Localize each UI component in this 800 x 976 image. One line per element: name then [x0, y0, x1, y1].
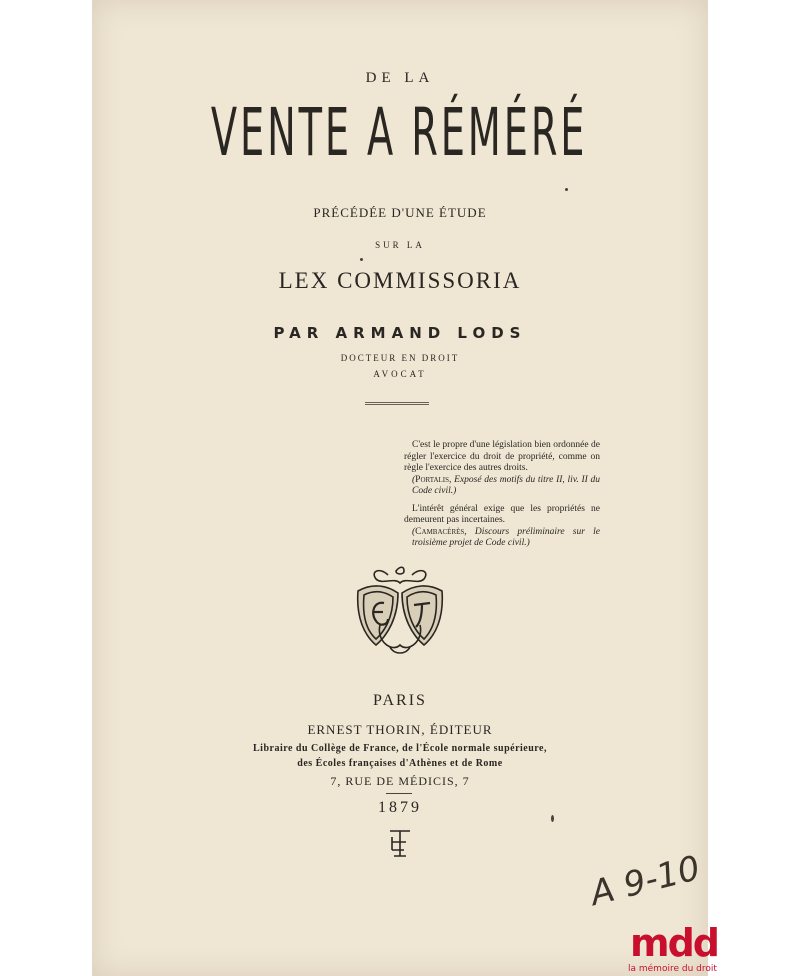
ink-speck: [360, 258, 363, 261]
subtitle-connector: SUR LA: [375, 240, 425, 250]
epigraph-quote-1: C'est le propre d'une législation bien ordonnée de régler l'exercice du droit de propriété, comme on règle l'exercice des autres droits.: [404, 440, 600, 473]
title-prefix: DE LA: [365, 70, 435, 86]
epigraph-source-2-work: Discours préliminaire sur le troisième projet de Code civil.): [412, 526, 600, 548]
publication-city: PARIS: [373, 692, 427, 709]
publisher-name: ERNEST THORIN, ÉDITEUR: [307, 722, 493, 737]
logo-tagline: la mémoire du droit: [628, 964, 717, 974]
author-profession: AVOCAT: [373, 369, 427, 379]
epigraph-source-1-work: Exposé des motifs du titre II, liv. II du Code civil.): [412, 474, 600, 496]
epigraph-source-2: (Cambacérès, Discours préliminaire sur le troisième projet de Code civil.): [412, 526, 600, 548]
printer-monogram-icon: [386, 826, 414, 860]
publication-year: 1879: [378, 799, 422, 816]
ink-speck: [565, 188, 568, 191]
author-name: PAR ARMAND LODS: [273, 324, 527, 342]
epigraph-quote-2: L'intérêt général exige que les propriétés ne demeurent pas incertaines.: [404, 503, 600, 525]
title-divider: [365, 402, 429, 405]
year-divider: [386, 793, 412, 794]
epigraph-source-1-author: Portalis,: [415, 474, 452, 485]
logo-mark: mdd: [630, 921, 718, 965]
ink-speck: [551, 815, 554, 822]
handwritten-shelfmark: [586, 834, 705, 914]
main-title: VENTE A RÉMÉRÉ: [210, 94, 588, 171]
publisher-affiliation-line-1: Libraire du Collège de France, de l'École normale supérieure,: [253, 743, 547, 754]
epigraph: [404, 440, 600, 550]
shelfmark-text: A 9-10: [586, 848, 705, 914]
epigraph-source-2-author: Cambacérès,: [415, 526, 467, 537]
secondary-title: LEX COMMISSORIA: [278, 268, 522, 293]
epigraph-source-1: (Portalis, Exposé des motifs du titre II, liv. II du Code civil.): [412, 474, 600, 496]
author-degree: DOCTEUR EN DROIT: [340, 353, 460, 363]
subtitle: PRÉCÉDÉE D'UNE ÉTUDE: [313, 205, 487, 220]
mdd-logo: [624, 921, 800, 976]
publisher-emblem-icon: [350, 565, 450, 657]
publisher-address: 7, RUE DE MÉDICIS, 7: [330, 774, 470, 788]
publisher-affiliation-line-2: des Écoles françaises d'Athènes et de Rome: [297, 758, 503, 769]
